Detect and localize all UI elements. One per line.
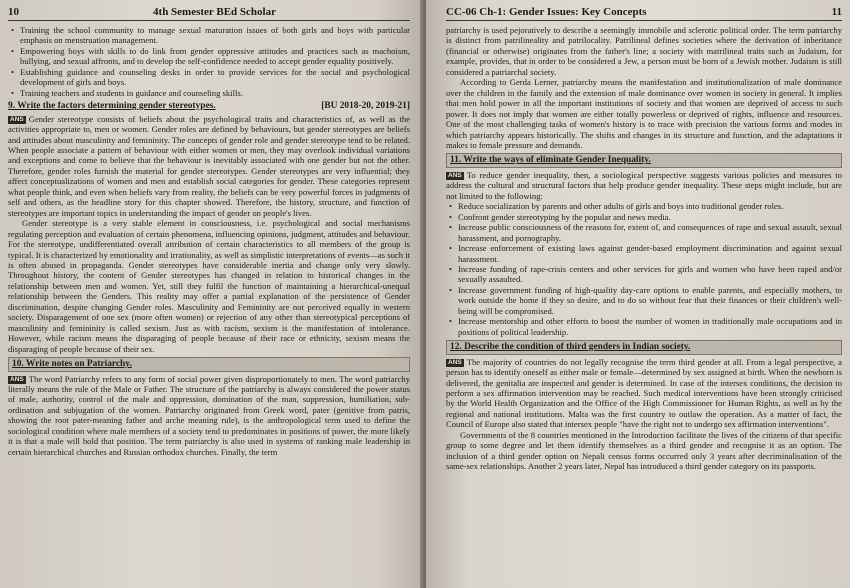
question-11-title: 11. Write the ways of eliminate Gender Inequality. — [450, 155, 651, 166]
left-running-head — [8, 6, 410, 21]
question-9-tag: [BU 2018-20, 2019-21] — [321, 101, 410, 112]
question-11-intro — [446, 170, 842, 201]
answer-label: ANS — [448, 358, 462, 366]
question-9-para-2: Gender stereotype is a very stable element in consciousness, i.e. psychological and social mechanisms regulating perception and evaluation of certain phenomena, influencing opinions, judgment, attitudes and behaviour. For the stereotype, undifferentiated overall attribution of certain characteristics to all members of the group is typical. It is characterized by emotionality and irrationality, as well as simplistic interpretations of events—as such it is often abused in propaganda. Gender stereotypes have considerable inertia and change only very slowly. Throughout history, the content of Gender stereotypes has changed in relation to historical changes in the relationship between men and women. Yet, still they fulfil the function of maintaining a hierarchical-unequal relationship between the Genders. This reality may offer a partial explanation of the persistence of Gender discrimination, despite changing Gender roles. Masculinity and Femininity are not perceived equally in western society. Disparagement of one sex (more often women) or rejection of any other than stereotypical perceptions of masculinity and femininity is called sexism. Just as with racism, sexism is the manifestation of intolerance. However, while racism means the disparaging of people because of their race or ethnicity, sexism means the disparaging of people because of their sex. — [8, 218, 410, 354]
right-page-number: 11 — [831, 6, 842, 18]
list-item: • Establishing guidance and counseling desks in order to provide services for the social and psychological development of girls and boys. — [20, 67, 410, 88]
question-10-title: 10. Write notes on Patriarchy. — [12, 359, 132, 370]
question-12-para-1 — [446, 357, 842, 430]
list-item: • Empowering boys with skills to do link from gender oppressive attitudes and practices such as machoism, bullying, and sexual affronts, and to develop the self-confidence needed to accept gender equality positively. — [20, 46, 410, 67]
continued-paragraph-2: According to Gerda Lerner, patriarchy means the manifestation and institutionalization of male dominance over the children in the family and the extension of male dominance over women in society in general. It implies that men hold power in all the important institutions of society and that women are deprived of access to such power. It does not imply that women are either totally powerless or deprived of rights, influence and resources. One of the most challenging tasks of women's history is to trace with precision the various forms and modes in which patriarchy appears historically. The shifts and changes in its structure and function, and the adaptations it makes to female pressure and demands. — [446, 77, 842, 150]
question-12-title: 12. Describe the condition of third genders in Indian society. — [450, 342, 691, 353]
list-item: • Increase government funding of high-quality day-care options to enable parents, and especially mothers, to work outside the home if they so desire, and to do so without fear that their finances or their children's well-being will be compromised. — [458, 285, 842, 316]
answer-label: ANS — [448, 171, 462, 179]
question-9-para-1 — [8, 114, 410, 219]
right-body — [446, 25, 842, 472]
left-body — [8, 25, 410, 457]
list-item: • Increase mentorship and other efforts to boost the number of women in traditionally male occupations and in positions of political leadership. — [458, 316, 842, 337]
left-page-number: 10 — [8, 6, 19, 18]
paragraph-text: Gender stereotype consists of beliefs about the psychological traits and characteristics of, as well as the activities appropriate to, men or women. Gender roles are defined by behaviours, but gender stereotypes are beliefs and attitudes about masculinity and femininity. The concepts of gender role and gender stereotype tend to be related. When people associate a pattern of behaviour with either women or men, they may overlook individual variations and exceptions and come to believe that the behaviour is inevitably associated with one gender but not the other. Therefore, gender roles furnish the material for gender stereotypes. Gender stereotypes are very influential; they affect conceptualizations of women and men and establish social categories for gender. These categories represent what people think, and even when beliefs vary from reality, the beliefs can be very powerful forces in judgments of self and others, as the headline story for this chapter showed. Therefore, the history, structure, and function of stereotypes are important topics in understanding the impact of gender on people's lives. — [8, 113, 410, 218]
right-running-head — [446, 6, 842, 21]
paragraph-text: The majority of countries do not legally recognise the term third gender at all. From a legal perspective, a person has to identify oneself as either male or female—determined by sex assigned at birth. When the newborn is delivered, the genitalia are inspected and gender is determined. In case of the intersex conditions, the decision to perform a sex affirmation intervention may be reached. Such medical interventions have been strongly criticised by the World Health Organization and the Office of the High Commissioner for Human Rights, as well as by the regional and national institutions. Malta was the first country to outlaw the operation. As a matter of fact, the Council of Europe also stated that intersex people "have the right not to undergo sex affirmation interventions". — [446, 356, 842, 430]
left-page — [0, 0, 424, 588]
list-item: • Increase enforcement of existing laws against gender-based employment discrimination and against sexual harassment. — [458, 243, 842, 264]
question-9-title: 9. Write the factors determining gender stereotypes. — [8, 101, 216, 112]
question-10-heading — [8, 357, 410, 371]
question-9-heading — [8, 101, 410, 111]
question-10-para-1 — [8, 374, 410, 458]
right-running-title: CC-06 Ch-1: Gender Issues: Key Concepts — [446, 6, 647, 18]
question-11-heading — [446, 153, 842, 167]
question-12-para-2: Governments of the 8 countries mentioned in the Introduction facilitate the lives of the citizens of that specific group to some degree and let them identify themselves as a third gender and recognise it as an option. The inclusion of a third gender option on Nepali census forms occurred only 3 years after decriminalisation of the same-sex relationships. Another 2 years later, Nepal has introduced a third gender category on its passports. — [446, 429, 842, 472]
list-item: • Increase funding of rape-crisis centers and other services for girls and women who have been raped and/or sexually assaulted. — [458, 264, 842, 285]
bullet-list-q11 — [446, 201, 842, 337]
paragraph-text: The word Patriarchy refers to any form of social power given disproportionately to men. The word patriarchy literally means the rule of the Male or Father. The structure of the patriarchy is always considered the power status of male, authority, control of the male and oppression, domination of the man, suppression, humiliation, sub-ordination and subjugation of the women. Patriarchy originated from Greek word, pater (genitive from patris, showing the root pater-meaning father and arche meaning rule), is the anthropological term used to define the sociological condition where male members of a society tend to predominates in positions of power, the more likely it is that a male will hold that position. The term patriarchy is also used in systems of ranking male leadership in certain hierarchical churches and Russian orthodox churches. Finally, the term — [8, 373, 410, 457]
list-item: • Training the school community to manage sexual maturation issues of both girls and boys with particular emphasis on menstruation management. — [20, 25, 410, 46]
list-item: • Increase public consciousness of the reasons for, extent of, and consequences of rape and sexual assault, sexual harassment, and pornography. — [458, 222, 842, 243]
right-page — [426, 0, 850, 588]
paragraph-text: To reduce gender inequality, then, a sociological perspective suggests various policies and measures to address the cultural and structural factors that help produce gender inequality. These steps might include, but are not limited to the following: — [446, 169, 842, 201]
bullet-list-top — [8, 25, 410, 98]
list-item: • Reduce socialization by parents and other adults of girls and boys into traditional gender roles. — [458, 201, 842, 211]
continued-paragraph-1: patriarchy is used pejoratively to describe a seemingly immobile and sclerotic political order. The term patriarchy is distinct from patrilineality and patrilocality. Patrilineal defines societies where the derivation of inheritance (financial or otherwise) originates from the father's line; a society with matrilineal traits such as Judaism, for example, provides, that in order to be considered a Jew, a person must be born of a Jewish mother. Judaism is still considered a patriarchal society. — [446, 25, 842, 77]
question-12-heading — [446, 340, 842, 354]
list-item: • Training teachers and students in guidance and counseling skills. — [20, 88, 410, 98]
answer-label: ANS — [10, 375, 24, 383]
answer-label: ANS — [10, 115, 24, 123]
list-item: • Confront gender stereotyping by the popular and news media. — [458, 212, 842, 222]
left-running-title: 4th Semester BEd Scholar — [153, 6, 276, 18]
